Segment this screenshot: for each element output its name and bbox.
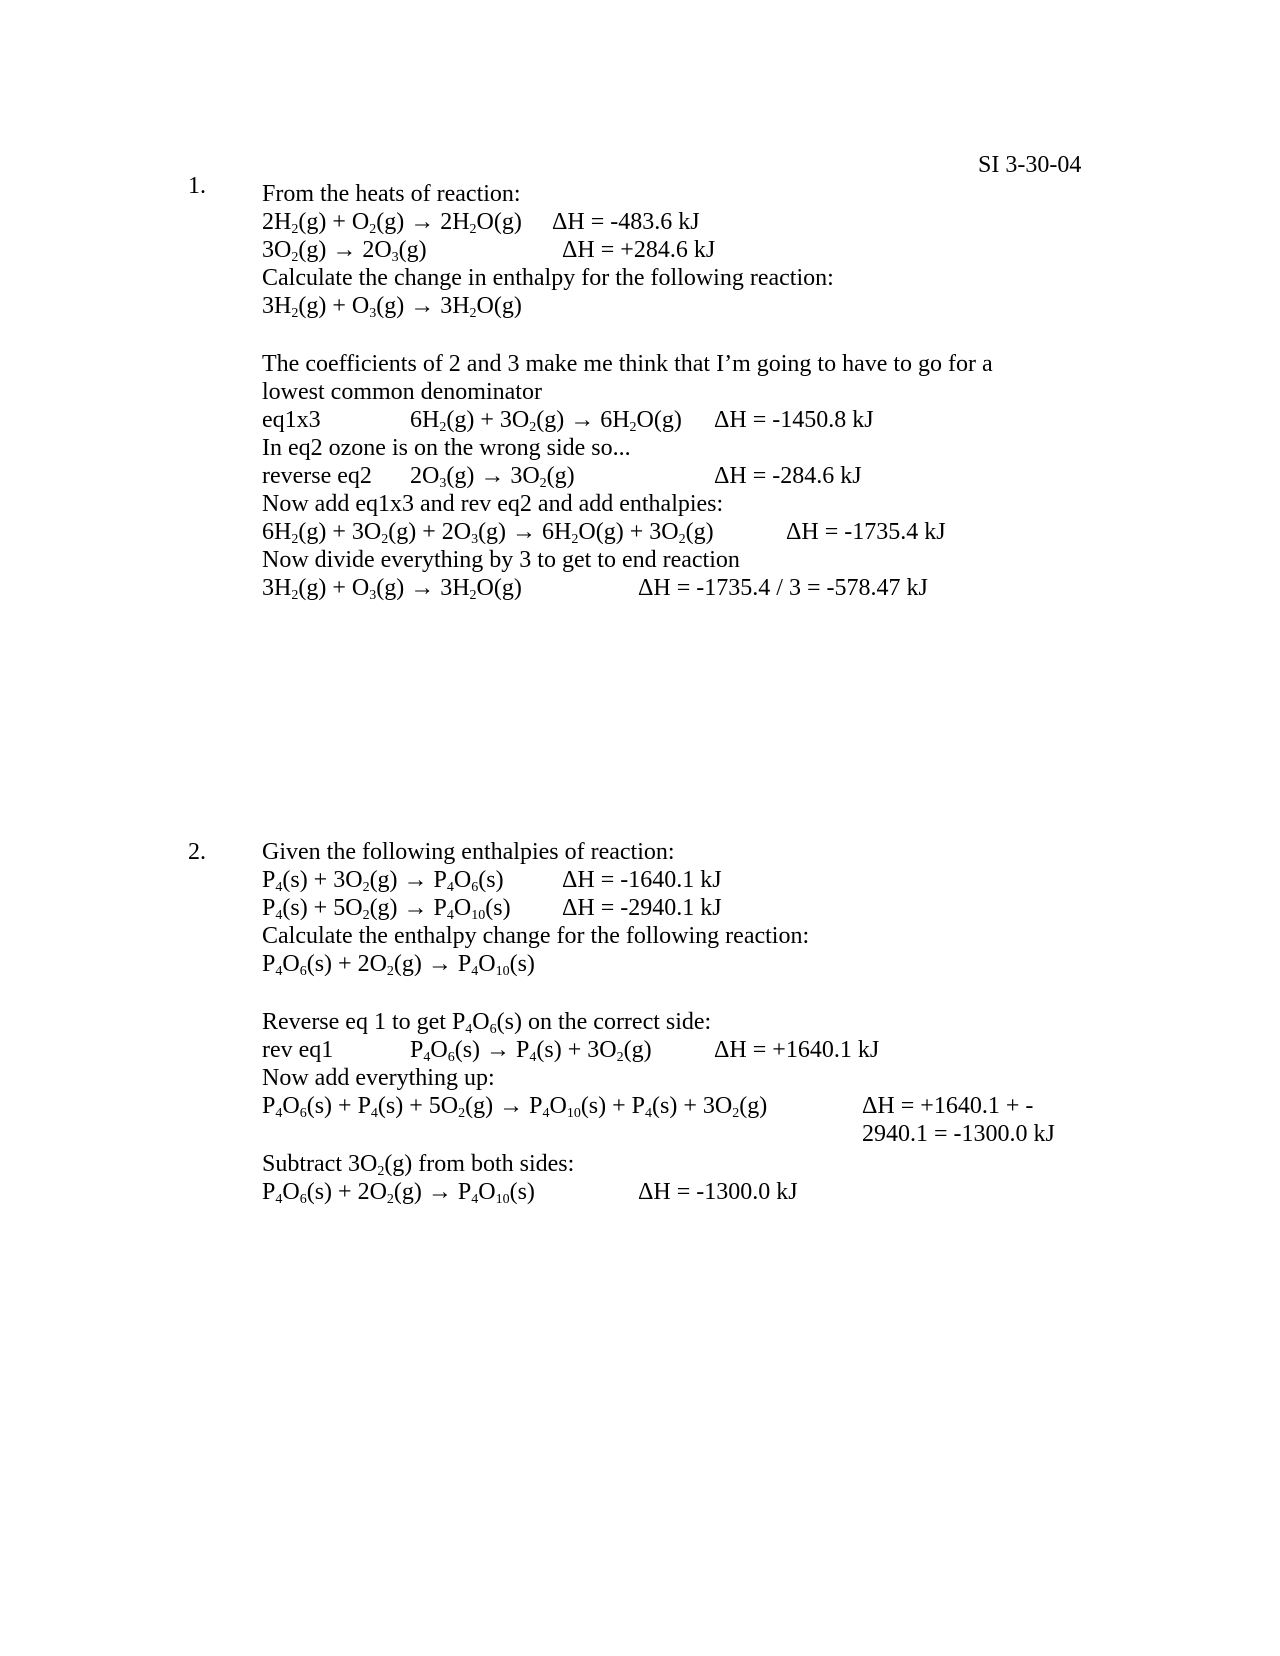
- formula-text: O: [478, 951, 496, 977]
- formula-subscript: 6: [471, 880, 479, 895]
- formula-text: (s): [509, 951, 535, 977]
- formula-text: O: [430, 1037, 448, 1063]
- formula-subscript: 3: [471, 532, 479, 547]
- formula-text: O(g): [476, 209, 522, 235]
- formula-subscript: 2: [381, 532, 389, 547]
- p2-reverse-note: [262, 1008, 711, 1036]
- formula-subscript: 4: [471, 1192, 479, 1207]
- formula-text: (g) → 6H: [478, 519, 572, 545]
- formula-text: Reverse eq 1 to get P: [262, 1009, 466, 1035]
- formula-subscript: 10: [566, 1106, 581, 1121]
- formula-subscript: 4: [471, 964, 479, 979]
- formula-subscript: 2: [377, 1164, 385, 1179]
- formula-text: P: [262, 867, 276, 893]
- formula-subscript: 10: [495, 964, 510, 979]
- formula-text: (s) + 2O: [306, 951, 387, 977]
- formula-text: (g) + O: [298, 293, 370, 319]
- formula-text: (s) + 3O: [652, 1093, 733, 1119]
- p1-final-eq: [262, 574, 522, 602]
- formula-text: P: [262, 1093, 276, 1119]
- formula-text: (g): [685, 519, 714, 545]
- formula-subscript: 4: [275, 880, 283, 895]
- formula-text: O: [549, 1093, 567, 1119]
- p2-final-eq: [262, 1178, 535, 1206]
- formula-text: (g) → 3H: [376, 575, 470, 601]
- formula-subscript: 4: [529, 1050, 537, 1065]
- formula-subscript: 2: [386, 964, 394, 979]
- p2-rev-label: rev eq1: [262, 1037, 334, 1063]
- formula-subscript: 2: [291, 250, 299, 265]
- p2-given-eq2-line: [262, 894, 1162, 922]
- formula-subscript: 2: [369, 222, 377, 237]
- formula-text: O(g) + 3O: [578, 519, 679, 545]
- formula-subscript: 3: [439, 476, 447, 491]
- formula-subscript: 10: [471, 908, 486, 923]
- formula-subscript: 3: [369, 306, 377, 321]
- formula-text: O: [453, 867, 472, 893]
- p2-target-eq: [262, 950, 535, 978]
- formula-subscript: 2: [616, 1050, 624, 1065]
- p2-final-line: [262, 1178, 1162, 1206]
- formula-text: P: [262, 951, 276, 977]
- formula-text: (g) → 2H: [376, 209, 470, 235]
- formula-text: (s) on the correct side:: [496, 1009, 712, 1035]
- formula-text: (g) → 2O: [298, 237, 392, 263]
- p1-sum-line: [262, 518, 1162, 546]
- formula-text: (g): [398, 237, 427, 263]
- formula-text: 6H: [262, 519, 292, 545]
- p2-sum-dh-line1: ΔH = +1640.1 + -: [862, 1093, 1034, 1119]
- formula-subscript: 4: [645, 1106, 653, 1121]
- p1-explain-line2: lowest common denominator: [262, 379, 542, 405]
- formula-subscript: 4: [275, 908, 283, 923]
- p1-given-eq2: [262, 236, 427, 264]
- formula-text: (g) → P: [369, 867, 447, 893]
- formula-text: P: [410, 1037, 424, 1063]
- formula-text: (s) → P: [454, 1037, 530, 1063]
- formula-text: (s) + 5O: [282, 895, 363, 921]
- formula-subscript: 2: [291, 532, 299, 547]
- formula-subscript: 2: [291, 306, 299, 321]
- p1-given-eq1: [262, 208, 522, 236]
- p2-final-dh: ΔH = -1300.0 kJ: [638, 1179, 798, 1205]
- formula-text: P: [262, 895, 276, 921]
- p2-rev-line: [262, 1036, 1162, 1064]
- formula-subscript: 2: [439, 420, 447, 435]
- formula-subscript: 6: [299, 964, 307, 979]
- formula-subscript: 4: [275, 1192, 283, 1207]
- formula-text: O: [472, 1009, 490, 1035]
- p1-given-eq1-dh: ΔH = -483.6 kJ: [552, 209, 700, 235]
- formula-text: (g) → 3H: [376, 293, 470, 319]
- formula-subscript: 10: [495, 1192, 510, 1207]
- formula-subscript: 2: [291, 588, 299, 603]
- formula-subscript: 4: [446, 880, 454, 895]
- p1-target-eq: [262, 292, 522, 320]
- p2-add-note: Now add everything up:: [262, 1065, 495, 1091]
- formula-text: (g) → P: [465, 1093, 543, 1119]
- formula-text: 2O: [410, 463, 440, 489]
- p1-given-eq1-line: [262, 208, 1162, 236]
- p2-given-eq1: [262, 866, 504, 894]
- formula-text: (g): [739, 1093, 768, 1119]
- formula-text: (g) + O: [298, 575, 370, 601]
- p2-rev-dh: ΔH = +1640.1 kJ: [714, 1037, 880, 1063]
- formula-subscript: 4: [446, 908, 454, 923]
- p1-step2-label: reverse eq2: [262, 463, 372, 489]
- formula-text: (g) → P: [393, 951, 472, 977]
- formula-text: O: [453, 895, 472, 921]
- formula-text: 3H: [262, 575, 292, 601]
- formula-text: (s) + P: [306, 1093, 371, 1119]
- formula-text: (s) + 2O: [306, 1179, 387, 1205]
- formula-text: O: [282, 1179, 300, 1205]
- p1-step1-label: eq1x3: [262, 407, 321, 433]
- formula-subscript: 4: [370, 1106, 378, 1121]
- formula-subscript: 3: [391, 250, 399, 265]
- p2-given-eq2: [262, 894, 511, 922]
- formula-subscript: 2: [678, 532, 686, 547]
- formula-subscript: 2: [362, 880, 370, 895]
- p1-sum-eq: [262, 518, 714, 546]
- formula-text: (g) + 3O: [298, 519, 382, 545]
- formula-text: (s) + 3O: [536, 1037, 617, 1063]
- p2-subtract-note: [262, 1150, 574, 1178]
- formula-text: (g) from both sides:: [384, 1151, 575, 1177]
- formula-text: O: [282, 951, 300, 977]
- formula-text: (g): [546, 463, 575, 489]
- formula-subscript: 2: [571, 532, 579, 547]
- formula-subscript: 6: [299, 1106, 307, 1121]
- formula-text: P: [262, 1179, 276, 1205]
- p1-divide-note: Now divide everything by 3 to get to end reaction: [262, 547, 740, 573]
- p1-given-eq2-line: [262, 236, 1162, 264]
- formula-text: (s): [485, 895, 511, 921]
- p2-sum-dh-line2: 2940.1 = -1300.0 kJ: [862, 1121, 1055, 1147]
- formula-text: (s) + P: [580, 1093, 646, 1119]
- p1-calc-prompt: Calculate the change in enthalpy for the following reaction:: [262, 265, 834, 291]
- formula-text: (g) → P: [369, 895, 447, 921]
- p2-given-eq1-line: [262, 866, 1162, 894]
- p1-intro: From the heats of reaction:: [262, 181, 521, 207]
- p1-add-note: Now add eq1x3 and rev eq2 and add enthalpies:: [262, 491, 724, 517]
- formula-subscript: 2: [458, 1106, 466, 1121]
- p1-given-eq2-dh: ΔH = +284.6 kJ: [562, 237, 716, 263]
- formula-text: 3H: [262, 293, 292, 319]
- formula-text: O: [282, 1093, 300, 1119]
- p1-step2-eq: [410, 462, 575, 490]
- p1-final-dh: ΔH = -1735.4 / 3 = -578.47 kJ: [638, 575, 928, 601]
- header-date: SI 3-30-04: [978, 152, 1082, 178]
- formula-text: (g) + 3O: [446, 407, 530, 433]
- formula-text: 2H: [262, 209, 292, 235]
- p1-step2-dh: ΔH = -284.6 kJ: [714, 463, 862, 489]
- formula-text: O(g): [636, 407, 682, 433]
- p2-calc-prompt: Calculate the enthalpy change for the following reaction:: [262, 923, 810, 949]
- formula-subscript: 6: [489, 1022, 497, 1037]
- formula-subscript: 2: [539, 476, 547, 491]
- p2-sum-line: [262, 1092, 1162, 1120]
- formula-subscript: 2: [291, 222, 299, 237]
- formula-text: (s): [478, 867, 504, 893]
- p1-step2-line: [262, 462, 1162, 490]
- formula-subscript: 4: [423, 1050, 431, 1065]
- p2-rev-eq: [410, 1036, 652, 1064]
- formula-subscript: 4: [275, 964, 283, 979]
- formula-subscript: 2: [629, 420, 637, 435]
- formula-text: O(g): [476, 293, 522, 319]
- p2-intro: Given the following enthalpies of reaction:: [262, 839, 675, 865]
- formula-subscript: 3: [369, 588, 377, 603]
- p2-given-eq2-dh: ΔH = -2940.1 kJ: [562, 895, 722, 921]
- formula-text: O: [478, 1179, 496, 1205]
- formula-subscript: 4: [275, 1106, 283, 1121]
- formula-text: (g) → P: [393, 1179, 472, 1205]
- formula-subscript: 2: [732, 1106, 740, 1121]
- p1-ozone-note: In eq2 ozone is on the wrong side so...: [262, 435, 631, 461]
- formula-subscript: 6: [447, 1050, 455, 1065]
- problem-2-number: 2.: [188, 839, 206, 865]
- formula-text: (s) + 3O: [282, 867, 363, 893]
- p1-explain-line1: The coefficients of 2 and 3 make me think that I’m going to have to go for a: [262, 351, 993, 377]
- formula-subscript: 4: [542, 1106, 550, 1121]
- p1-final-line: [262, 574, 1162, 602]
- problem-1-number: 1.: [188, 173, 206, 199]
- formula-subscript: 2: [386, 1192, 394, 1207]
- formula-subscript: 2: [469, 222, 477, 237]
- formula-subscript: 2: [529, 420, 537, 435]
- formula-text: 3O: [262, 237, 292, 263]
- formula-text: Subtract 3O: [262, 1151, 378, 1177]
- p2-given-eq1-dh: ΔH = -1640.1 kJ: [562, 867, 722, 893]
- formula-text: O(g): [476, 575, 522, 601]
- formula-subscript: 4: [465, 1022, 473, 1037]
- p1-step1-eq: [410, 406, 682, 434]
- p1-step1-line: [262, 406, 1162, 434]
- p2-sum-eq: [262, 1092, 767, 1120]
- formula-text: (g) + O: [298, 209, 370, 235]
- formula-subscript: 2: [469, 588, 477, 603]
- formula-text: 6H: [410, 407, 440, 433]
- formula-text: (g) → 3O: [446, 463, 540, 489]
- formula-text: (s) + 5O: [377, 1093, 459, 1119]
- p1-step1-dh: ΔH = -1450.8 kJ: [714, 407, 874, 433]
- formula-text: (g) + 2O: [388, 519, 472, 545]
- formula-subscript: 2: [469, 306, 477, 321]
- formula-text: (g) → 6H: [536, 407, 630, 433]
- formula-subscript: 2: [362, 908, 370, 923]
- p1-sum-dh: ΔH = -1735.4 kJ: [786, 519, 946, 545]
- formula-subscript: 6: [299, 1192, 307, 1207]
- formula-text: (g): [623, 1037, 652, 1063]
- formula-text: (s): [509, 1179, 535, 1205]
